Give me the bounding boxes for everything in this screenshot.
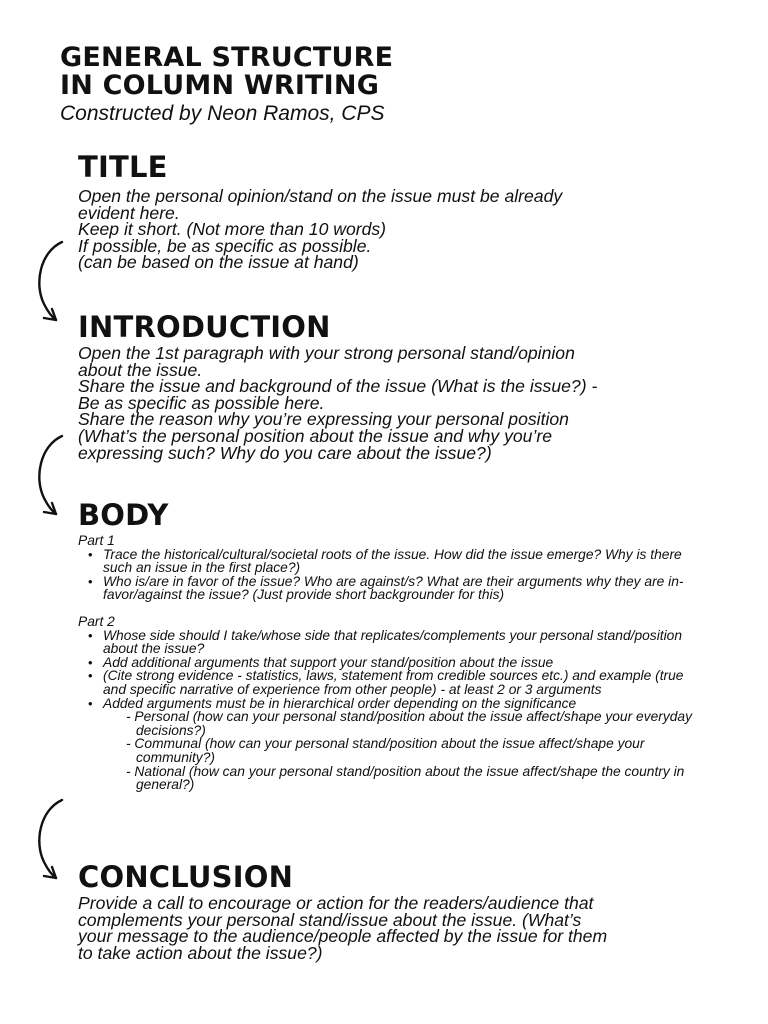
flow-arrow-icon [34, 238, 74, 330]
list-item: • Added arguments must be in hierarchical order depending on the significance [78, 697, 710, 711]
introduction-heading: INTRODUCTION [78, 310, 331, 344]
introduction-line: Share the reason why you’re expressing your personal position [78, 409, 569, 430]
introduction-line: Share the issue and background of the issue (What is the issue?) - [78, 376, 598, 397]
sub-list-item: - Personal (how can your personal stand/position about the issue affect/shape your everyday decisions?) [126, 709, 693, 738]
list-item: • (Cite strong evidence - statistics, laws, statement from credible sources etc.) and example (true and specific narrative of experience from other people) - at least 2 or 3 arguments [78, 669, 710, 696]
list-item: • Who is/are in favor of the issue? Who are against/s? What are their arguments why they are in-favor/against the issue? (Just provide short backgrounder for this) [78, 575, 710, 602]
introduction-line: (What’s the personal position about the issue and why you’re [78, 425, 553, 446]
document-title [60, 44, 393, 100]
list-item: • Add additional arguments that support your stand/position about the issue [78, 656, 710, 670]
introduction-line: Be as specific as possible here. [78, 392, 325, 413]
introduction-line: expressing such? Why do you care about the issue?) [78, 442, 492, 463]
introduction-line: about the issue. [78, 359, 203, 380]
author-subtitle: Constructed by Neon Ramos, CPS [60, 102, 385, 125]
title-line: Keep it short. (Not more than 10 words) [78, 219, 387, 240]
conclusion-line: to take action about the issue?) [78, 942, 323, 963]
title-line: Open the personal opinion/stand on the issue must be already [78, 186, 563, 206]
conclusion-line: complements your personal stand/issue about the issue. (What’s [78, 909, 582, 930]
title-description [78, 188, 718, 271]
introduction-line: Open the 1st paragraph with your strong personal stand/opinion [78, 343, 575, 363]
conclusion-line: your message to the audience/people affected by the issue for them [78, 926, 608, 947]
body-section [78, 500, 710, 792]
part-1-label: Part 1 [78, 533, 115, 548]
part-2-list [78, 629, 710, 711]
flow-arrow-icon [34, 796, 74, 888]
conclusion-description [78, 895, 718, 961]
conclusion-section [78, 862, 718, 961]
list-item: • Trace the historical/cultural/societal roots of the issue. How did the issue emerge? Why is there such an issue in the first place?) [78, 548, 710, 575]
sub-list-item: - National (how can your personal stand/position about the issue affect/shape the country in general?) [126, 763, 685, 793]
introduction-description [78, 345, 718, 461]
title-line: If possible, be as specific as possible. [78, 235, 372, 256]
part-2-label: Part 2 [78, 613, 115, 629]
list-item: • Whose side should I take/whose side that replicates/complements your personal stand/position about the issue? [78, 629, 710, 656]
conclusion-line: Provide a call to encourage or action for the readers/audience that [78, 893, 594, 913]
body-heading: BODY [78, 498, 169, 532]
document-title-line-2: IN COLUMN WRITING [60, 70, 380, 101]
introduction-section [78, 312, 718, 461]
title-section [78, 152, 718, 271]
flow-arrow-icon [34, 432, 74, 524]
significance-sublist [78, 710, 710, 792]
title-line: (can be based on the issue at hand) [78, 252, 359, 273]
part-1-list [78, 548, 710, 602]
title-heading: TITLE [78, 150, 168, 184]
sub-list-item: - Communal (how can your personal stand/position about the issue affect/shape your community?) [126, 736, 645, 765]
document-title-line-1: GENERAL STRUCTURE [60, 42, 394, 73]
title-line: evident here. [78, 202, 180, 223]
conclusion-heading: CONCLUSION [78, 860, 294, 894]
